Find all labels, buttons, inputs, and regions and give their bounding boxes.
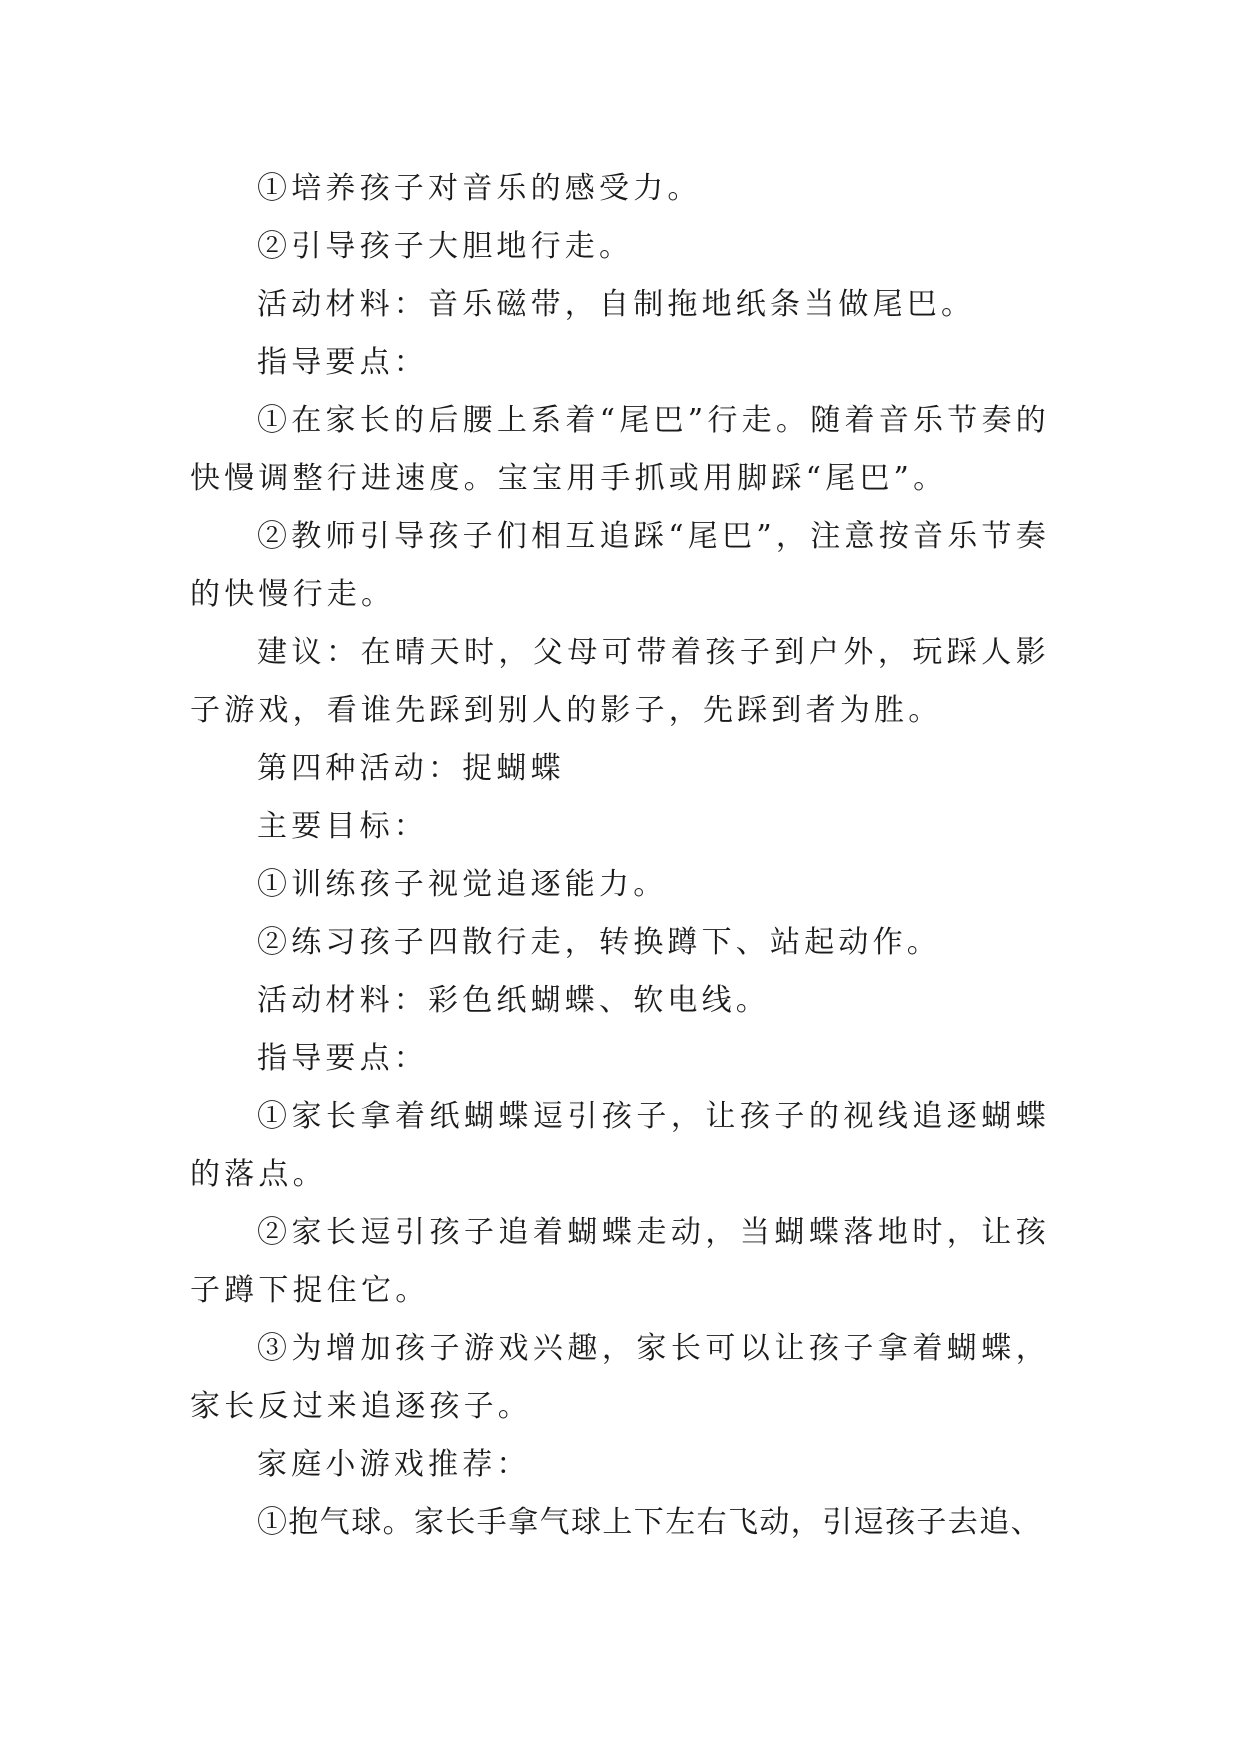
paragraph-goal-1: ①培养孩子对音乐的感受力。 — [257, 171, 702, 206]
paragraph-butterfly-3: ③为增加孩子游戏兴趣，家长可以让孩子拿着蝴蝶，家长反过来追逐孩子。 — [190, 1331, 1050, 1424]
paragraph-home-games: 家庭小游戏推荐： — [257, 1447, 531, 1482]
paragraph-guidance-heading: 指导要点： — [257, 345, 428, 380]
paragraph-materials-butterfly: 活动材料：彩色纸蝴蝶、软电线。 — [257, 983, 770, 1018]
paragraph-goal-walking: ②练习孩子四散行走，转换蹲下、站起动作。 — [257, 925, 941, 960]
paragraph-guidance-2: ②教师引导孩子们相互追踩“尾巴”，注意按音乐节奏的快慢行走。 — [190, 519, 1050, 612]
paragraph-balloon: ①抱气球。家长手拿气球上下左右飞动，引逗孩子去追、 — [257, 1505, 1042, 1540]
paragraph-suggestion: 建议：在晴天时，父母可带着孩子到户外，玩踩人影子游戏，看谁先踩到别人的影子，先踩到者为胜。 — [190, 635, 1050, 728]
paragraph-main-goals: 主要目标： — [257, 809, 428, 844]
paragraph-butterfly-1: ①家长拿着纸蝴蝶逗引孩子，让孩子的视线追逐蝴蝶的落点。 — [190, 1099, 1050, 1192]
paragraph-materials: 活动材料：音乐磁带，自制拖地纸条当做尾巴。 — [257, 287, 976, 322]
paragraph-guidance-1: ①在家长的后腰上系着“尾巴”行走。随着音乐节奏的快慢调整行进速度。宝宝用手抓或用脚踩“尾巴”。 — [190, 403, 1050, 496]
paragraph-goal-visual: ①训练孩子视觉追逐能力。 — [257, 867, 668, 902]
paragraph-butterfly-2: ②家长逗引孩子追着蝴蝶走动，当蝴蝶落地时，让孩子蹲下捉住它。 — [190, 1215, 1050, 1308]
document-page — [190, 160, 1050, 1552]
paragraph-goal-2: ②引导孩子大胆地行走。 — [257, 229, 634, 264]
paragraph-guidance-heading-2: 指导要点： — [257, 1041, 428, 1076]
paragraph-activity-4-title: 第四种活动：捉蝴蝶 — [257, 751, 565, 786]
